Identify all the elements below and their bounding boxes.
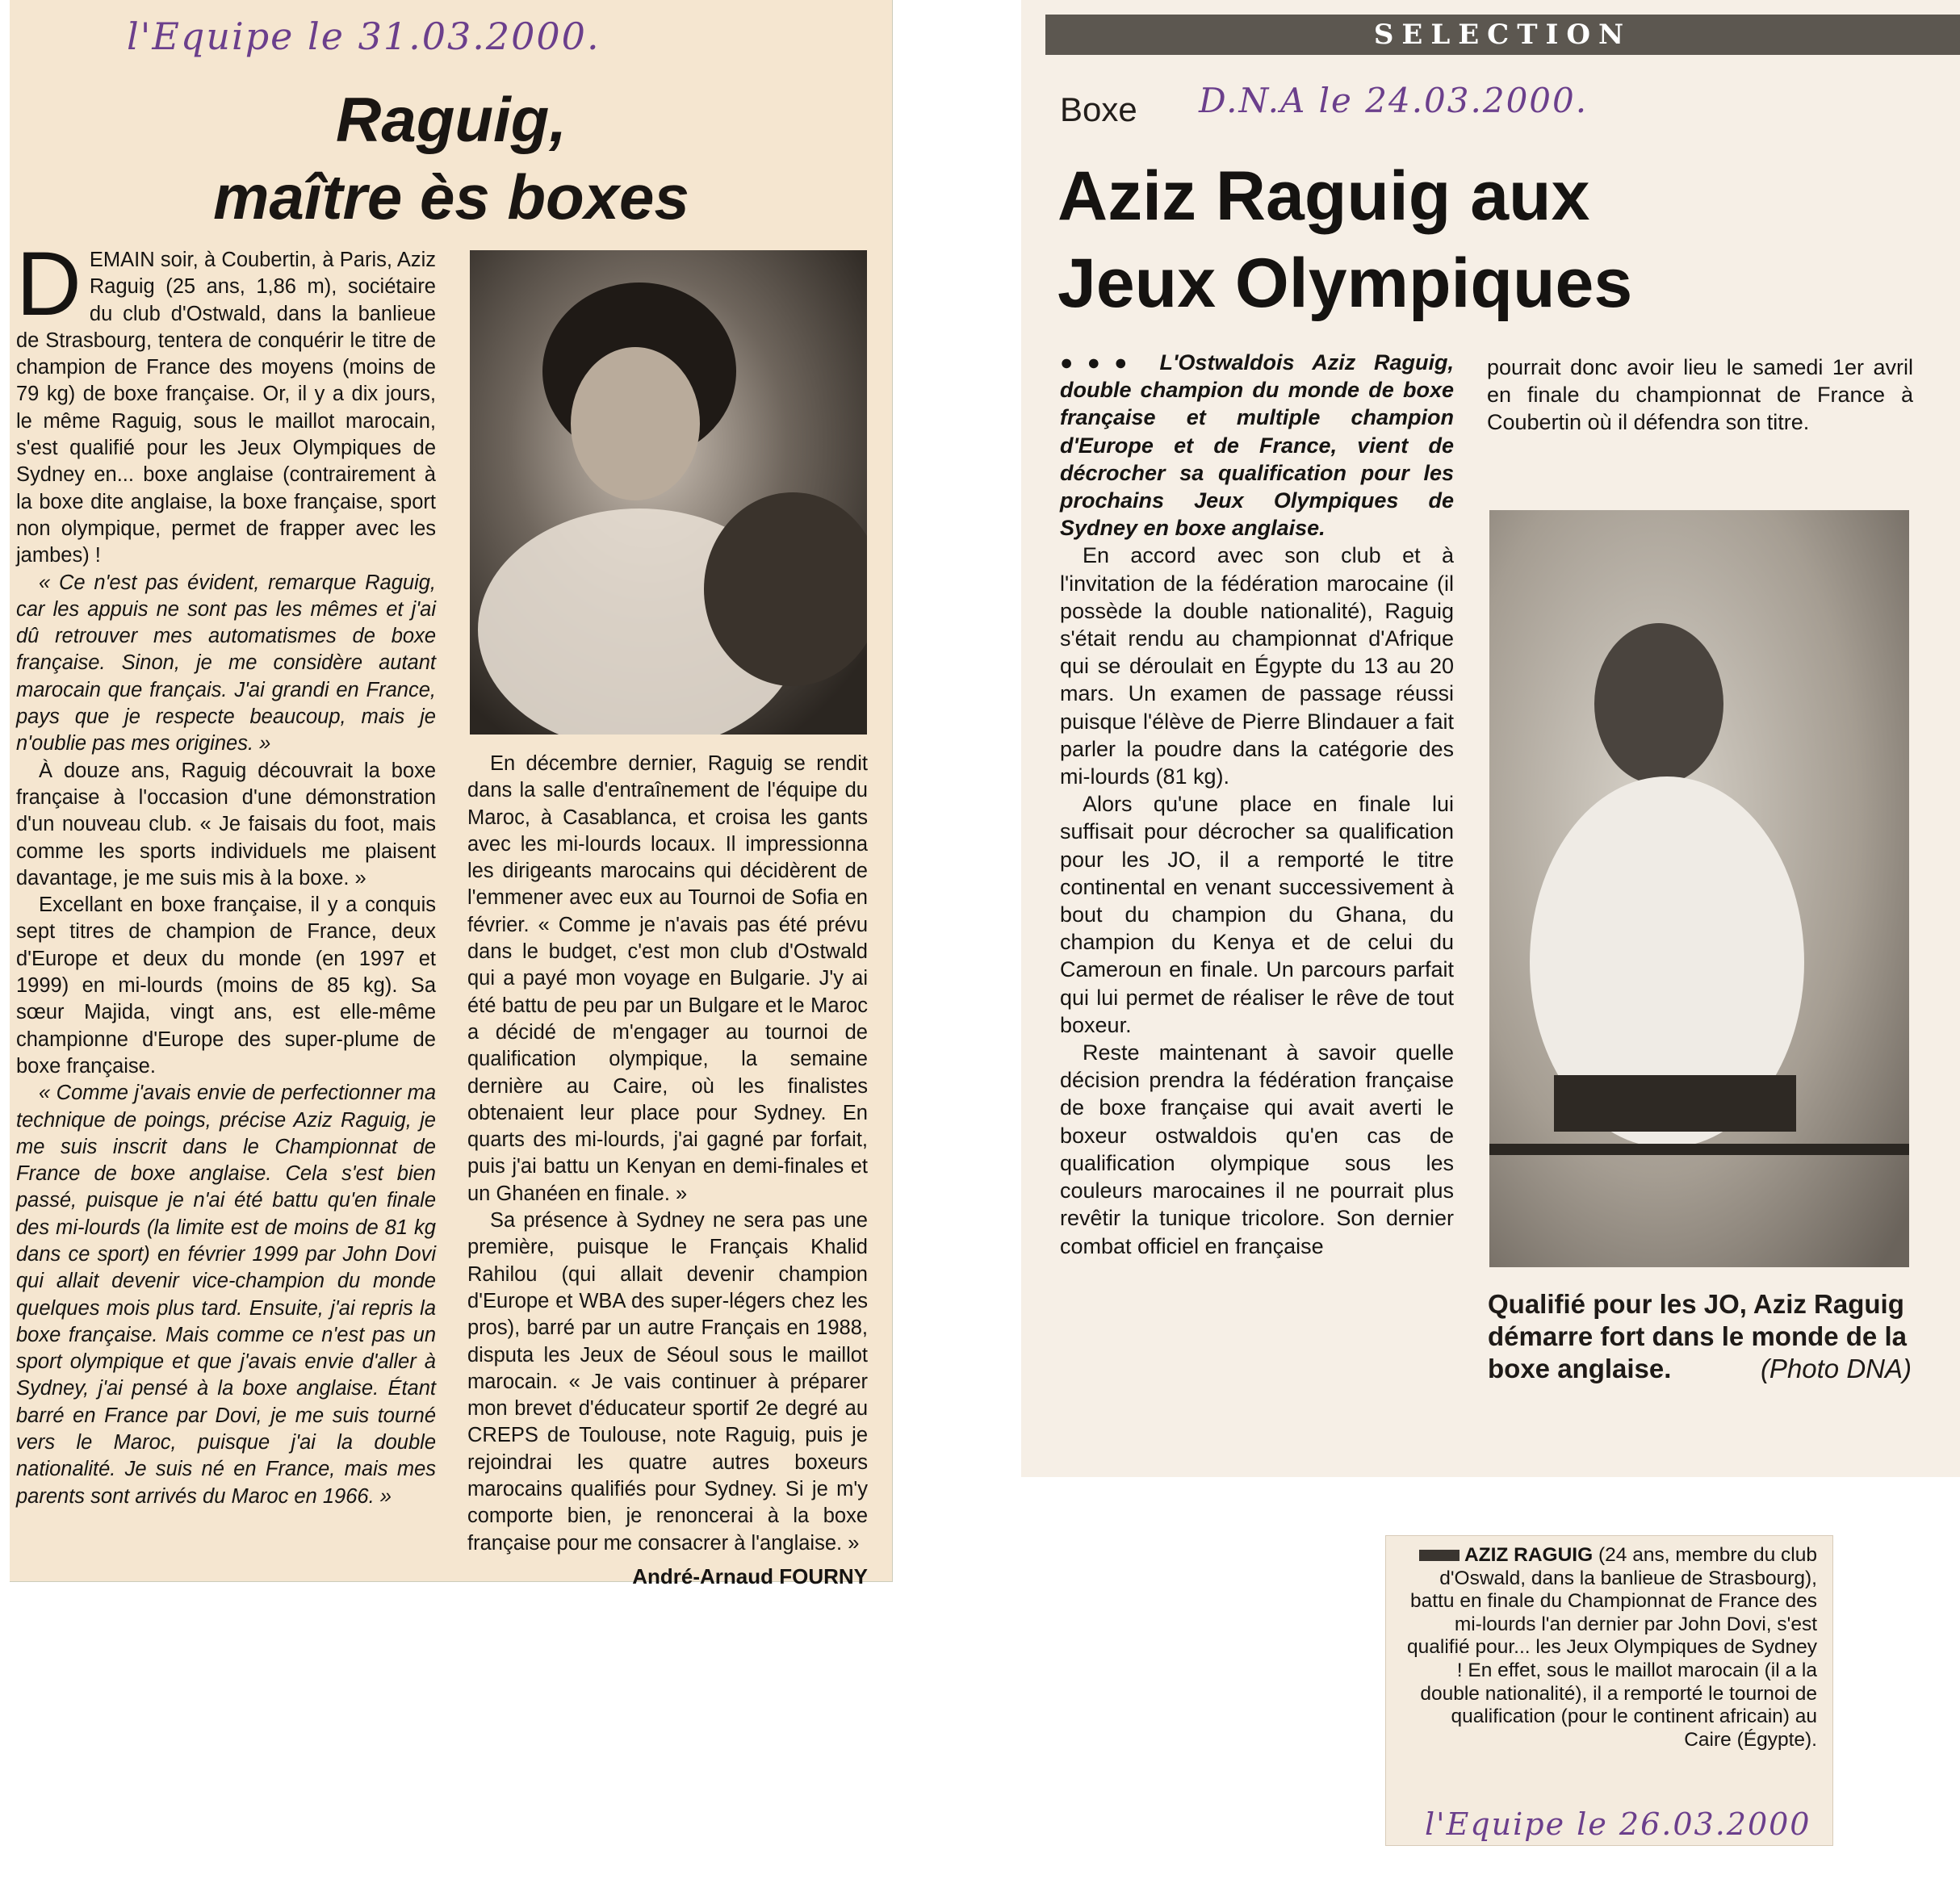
paragraph: Sa présence à Sydney ne sera pas une première, puisque le Français Khalid Rahilou (qui allait devenir champion d'Europe et WBA des super-légers chez les pros), barré par un autre Français en 1988, disputa les Jeux de Séoul sous le maillot marocain. « Je vais continuer à préparer mon brevet d'éducateur sportif 2e degré au CREPS de Toulouse, note Raguig, puis je rejoindrai les quatre autres boxeurs marocains qualifiés pour Sydney. Si je m'y comporte bien, je renoncerai à la boxe française pour me consacrer à l'anglaise. » xyxy=(467,1209,868,1555)
headline-line-2: maître ès boxes xyxy=(213,161,689,232)
paragraph: Reste maintenant à savoir quelle décision prendra la fédération française de boxe française qui avait averti le boxeur ostwaldois qu'en cas de qualification olympique sous les couleurs marocaines il ne pourrait plus revêtir la tunique tricolore. Son dernier combat officiel en française xyxy=(1060,1040,1454,1258)
headline-line-1: Aziz Raguig aux xyxy=(1057,157,1590,235)
boxer-photo xyxy=(1489,510,1909,1267)
paragraph: « Comme j'avais envie de perfectionner ma technique de poings, précise Aziz Raguig, je me suis inscrit dans le Championnat de France de boxe anglaise. Cela s'est bien passé, puisque je n'ai été battu qu'en finale des mi-lourds (la limite est de moins de 81 kg dans ce sport) en février 1999 par John Dovi qui allait devenir vice-champion du monde quelques mois plus tard. Ensuite, j'ai repris la boxe française. Mais comme ce n'est pas un sport olympique et que j'avais envie d'aller à Sydney, j'ai pensé à la boxe anglaise. Étant barré en France par Dovi, je me suis tourné vers le Maroc, puisque j'ai la double nationalité. Je suis né en France, mais mes parents sont arrivés du Maroc en 1966. » xyxy=(16,1082,436,1508)
chapo-text: L'Ostwaldois Aziz Raguig, double champion du monde de boxe française et multiple champion d'Europe et de France, vient de décrocher sa qualification pour les prochains Jeux Olympiques de Sydney en boxe anglaise. xyxy=(1060,350,1454,541)
photo-credit: (Photo DNA) xyxy=(1760,1354,1912,1383)
caption-text: Qualifié pour les JO, Aziz Raguig démarre fort dans le monde de la boxe anglaise. xyxy=(1488,1289,1907,1383)
bullet-marks: ●●● xyxy=(1060,350,1141,375)
article-column-left xyxy=(1060,349,1454,1260)
paragraph: Alors qu'une place en finale lui suffisait pour décrocher sa qualification pour les JO, il a remporté le titre continental en venant successivement à bout du champion du Ghana, du champion du Kenya et de celui du Cameroun en finale. Un parcours parfait qui lui permet de réaliser le rêve de tout boxeur. xyxy=(1060,792,1454,1037)
author-signature: André-Arnaud FOURNY xyxy=(632,1563,868,1588)
drop-cap: D xyxy=(16,233,82,334)
section-band: SELECTION xyxy=(1045,15,1960,55)
handwritten-date: D.N.A le 24.03.2000. xyxy=(1199,81,1589,120)
brief-text xyxy=(1405,1544,1817,1752)
photo-caption xyxy=(1488,1288,1912,1385)
handwritten-date: l'Equipe le 26.03.2000 xyxy=(1425,1806,1811,1842)
paragraph: À douze ans, Raguig découvrait la boxe française à l'occasion d'une démonstration d'un nouveau club. « Je faisais du foot, mais comme les sports individuels me plaisent davantage, je me suis mis à la boxe. » xyxy=(16,759,436,889)
headline-line-1: Raguig, xyxy=(336,84,567,155)
lead-bar xyxy=(1419,1550,1460,1561)
article-column-1 xyxy=(16,233,436,1510)
paragraph: Excellant en boxe française, il y a conquis sept titres de champion de France, deux d'Europe et deux du monde (en 1997 et 1999) en mi-lourds (moins de 85 kg). Sa sœur Majida, vingt ans, est elle-même championne d'Europe des super-plume de boxe française. xyxy=(16,894,436,1078)
clipping-dna-24-03 xyxy=(1021,0,1960,1477)
paragraph: « Ce n'est pas évident, remarque Raguig, car les appuis ne sont pas les mêmes et j'ai dû retrouver mes automatismes de boxe française. Sinon, je me considère autant marocain que français. J'ai grandi en France, pays que je respecte beaucoup, mais je n'oublie pas mes origines. » xyxy=(16,571,436,755)
paragraph: EMAIN soir, à Coubertin, à Paris, Aziz Raguig (25 ans, 1,86 m), sociétaire du club d'Ostwald, dans la banlieue de Strasbourg, tentera de conquérir le titre de champion de France des moyens (moins de 79 kg) de boxe française. Or, il y a dix jours, le même Raguig, sous le maillot marocain, s'est qualifié pour les Jeux Olympiques de Sydney en... boxe anglaise (contrairement à la boxe dite anglaise, la boxe française, sport non olympique, permet de frapper avec les jambes) ! xyxy=(16,249,436,567)
headline-line-2: Jeux Olympiques xyxy=(1057,245,1633,322)
article-column-right xyxy=(1487,354,1913,437)
paragraph: En décembre dernier, Raguig se rendit dans la salle d'entraînement de l'équipe du Maroc, à Casablanca, et croisa les gants avec les mi-lourds locaux. Il impressionna les dirigeants marocains qui décidèrent de l'emmener avec eux au Tournoi de Sofia en février. « Comme je n'avais pas été prévu dans le budget, c'est mon club d'Ostwald qui a payé mon voyage en Bulgarie. J'y ai été battu de peu par un Bulgare et le Maroc a décidé de m'engager au tournoi de qualification olympique, la semaine dernière au Caire, où les finalistes obtenaient leur place pour Sydney. En quarts des mi-lourds, j'ai gagné par forfait, puis j'ai battu un Kenyan en demi-finales et un Ghanéen en finale. » xyxy=(467,752,868,1205)
clipping-lequipe-31-03 xyxy=(10,0,893,1588)
paragraph: En accord avec son club et à l'invitation de la fédération marocaine (il possède la double nationalité), Raguig s'était rendu au championnat d'Afrique qui se déroulait en Égypte du 13 au 20 mars. Un examen de passage réussi puisque l'élève de Pierre Blindauer a fait parler la poudre dans la catégorie des mi-lourds (81 kg). xyxy=(1060,543,1454,789)
chapo xyxy=(1060,349,1454,542)
article-column-2 xyxy=(467,751,868,1590)
clipping-lequipe-26-03 xyxy=(1385,1535,1833,1846)
brief-body: (24 ans, membre du club d'Oswald, dans la banlieue de Strasbourg), battu en finale du Championnat de France des mi-lourds l'an dernier par John Dovi, s'est qualifié pour... les Jeux Olympiques de Sydney ! En effet, sous le maillot marocain (il a la double nationalité), il a remporté le tournoi de qualification (pour le continent africain) au Caire (Égypte). xyxy=(1407,1544,1817,1751)
paragraph: pourrait donc avoir lieu le samedi 1er avril en finale du championnat de France à Coubertin où il défendra son titre. xyxy=(1487,355,1913,435)
rubric: Boxe xyxy=(1060,90,1137,128)
boxer-photo xyxy=(470,250,867,735)
brief-lead: AZIZ RAGUIG xyxy=(1464,1544,1594,1566)
handwritten-date: l'Equipe le 31.03.2000. xyxy=(127,15,601,58)
